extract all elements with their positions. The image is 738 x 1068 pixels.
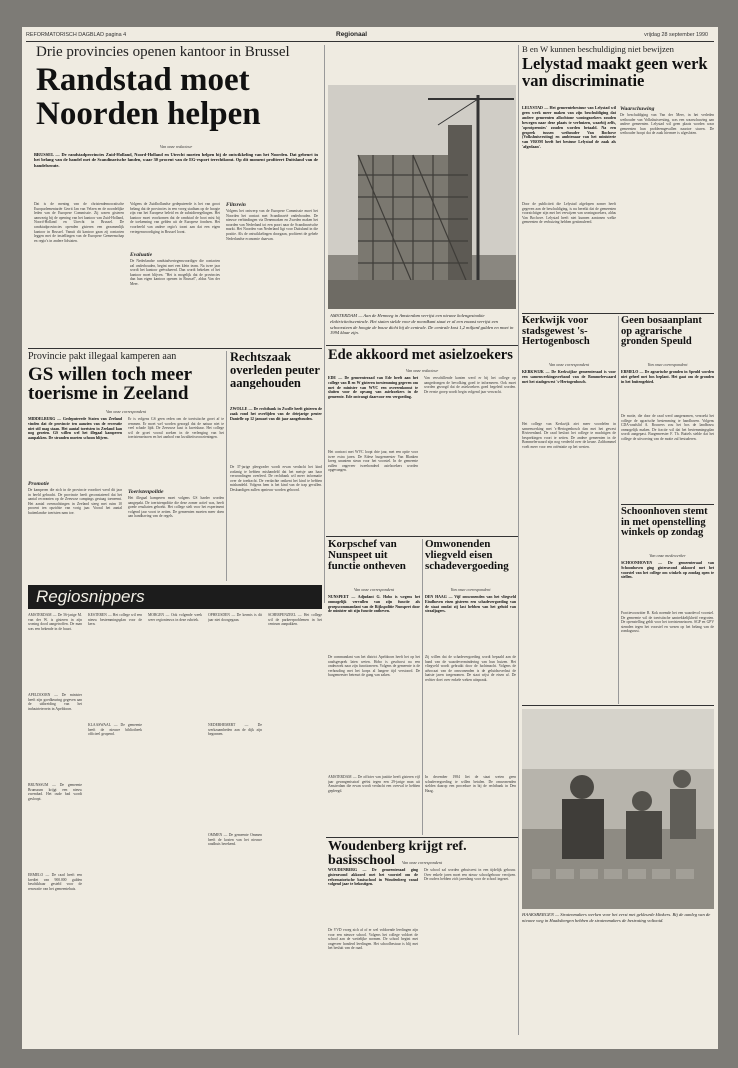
- article-column: Het college van Kerkwijk ziet meer voordelen in samenwerking met 's-Hertogenbosch dan met het gewest Rivierenland. De raad besloot het college te machtigen de besprekingen voort te zetten. De andere gemeenten in de Bommelerwaard zijn nog verdeeld over de keuze. Zaltbommel voelt meer voor een oriëntatie op het westen.: [522, 422, 616, 449]
- article-column: De kamperen die zich in de provincie voordoet werd dit jaar in beeld gebracht. De provincie heeft geconstateerd dat het aantal recreanten op de Zeeuwse campings gestaag toeneemt. Het aantal overnachtingen in Zeeland steeg met ruim 10 procent ten opzichte van vorig jaar. Vooral het aantal buitenlandse toeristen nam toe.: [28, 488, 122, 515]
- article-lead: MIDDELBURG — Gedeputeerde Staten van Zeeland vinden dat de provincie ten aanzien van de recreatie niet stil mag staan. Het aantal toeristen in Zeeland kan nog groeien. GS willen wel het illegaal kamperen aanpakken. De stranden moeten schoon blijven.: [28, 417, 122, 441]
- article-kicker: Drie provincies openen kantoor in Brussel: [36, 44, 290, 60]
- article-column: Door de publiciteit die Lelystad afgelopen zomer heeft gegeven aan de beschuldiging, is nu bereikt dat de gemeenten voorzichtiger zijn met het verwijzen van woningzoekers, aldus Van Bochove. Lelystad heeft niet kunnen aantonen welke gemeenten de verhuizing hebben gestimuleerd.: [522, 202, 616, 225]
- snippet-item: AMSTERDAM — De 56-jarige M. van der W. is gisteren in zijn woning dood aangetroffen. De man was een bekende in de buurt.: [28, 613, 82, 631]
- article-column: De Nederlandse randstadvertegenwoordiger die contacten zal onderhouden, begint met een klein team. Na twee jaar wordt het kantoor geëvalueerd. Dan wordt bekeken of het kantoor moet blijven. "Het is mogelijk dat de provincies dan hun eigen kantoor openen in Brussel", aldus Van der Meer.: [130, 259, 220, 286]
- article-column: De 37-jarige pleegvader wordt ervan verdacht het kind zodanig te hebben mishandeld dat het meisje aan haar verwondingen overleed. De rechtbank wil meer informatie over de toedracht. De verdachte ontkent het kind te hebben mishandeld. Volgens hem is het kind van de trap gevallen. Deskundigen zullen opnieuw worden gehoord.: [230, 465, 322, 492]
- article-lead: SCHOONHOVEN — De gemeenteraad van Schoonhoven ging gisteravond akkoord met het voorstel van het college om winkels op zondag open te stellen.: [621, 561, 714, 580]
- article-column: AMSTERDAM — De officier van justitie heeft gisteren vijf jaar gevangenisstraf geëist tegen een 29-jarige man uit Amsterdam die ervan wordt verdacht een overval te hebben gepleegd.: [328, 775, 420, 793]
- article-subhead: Evaluatie: [130, 252, 153, 258]
- snippet-item: BRUNSSUM — De gemeente Brunssum krijgt een nieuw zwembad. Het oude bad wordt gesloopt.: [28, 783, 82, 801]
- snippet-item: KLAASWAAL — De gemeente heeft de nieuwe bibliotheek officieel geopend.: [88, 723, 142, 737]
- snippet-item: OPHEUSDEN — De kermis is dit jaar niet doorgegaan.: [208, 613, 262, 622]
- article-column: In december 1984 liet de staat weten geen schadevergoeding te willen betalen. De omwonenden stelden daarop een procedure in bij de rechtbank in Den Haag.: [425, 775, 516, 793]
- regiosnippers-list: [28, 613, 322, 1043]
- article-column: De motie, die door de raad werd aangenomen, verzoekt het college de agrarische bestemming te handhaven. Volgens CDA-raadslid A. Bouwers zou het bos de landbouw onmogelijk maken. De fractie wil dat het bestemmingsplan wordt aangepast. Burgemeester F. Th. Buttels stelde dat het college de uitvoering van de motie zal bestuderen.: [621, 414, 714, 441]
- article-schoonhoven: [621, 507, 714, 703]
- article-column: De VVD vroeg zich af of er wel voldoende leerlingen zijn voor een nieuwe school. Volgens het college voldoet de school aan de wettelijke normen. De school begint met ongeveer honderd leerlingen. Het schoolbestuur is blij met het besluit van de raad.: [328, 928, 418, 951]
- photo-street-workers: [522, 709, 714, 909]
- article-headline: Woudenberg krijgt ref. basisschool: [328, 840, 467, 869]
- article-byline: Van onze redacteur: [405, 368, 439, 373]
- article-nunspeet: [328, 539, 420, 835]
- article-headline: Korpschef van Nunspeet uit functie ontheven: [328, 539, 406, 573]
- article-headline: Schoonhoven stemt in met openstelling winkels op zondag: [621, 507, 708, 539]
- article-lead: EDE — De gemeenteraad van Ede heeft aan het college van B en W gisteren toestemming gegeven om met de minister van WVC een overeenkomst te sluiten voor de opvang van asielzoekers in de gemeente. Ede ontvangt daarvoor een vergoeding.: [328, 376, 418, 400]
- snippet-item: KESTEREN — Het college wil een nieuw bestemmingsplan voor de kern.: [88, 613, 142, 627]
- article-headline: Geen bosaanplant op agrarische gronden Speuld: [621, 316, 702, 348]
- regiosnippers-banner: [28, 585, 322, 609]
- article-headline: Omwonenden vliegveld eisen schadevergoeding: [425, 539, 509, 573]
- article-zeeland: [28, 351, 224, 581]
- article-woudenberg: [328, 840, 516, 1036]
- article-byline: Van onze medewerker: [649, 553, 686, 558]
- article-column: Zij willen dat de schadevergoeding wordt bepaald aan de hand van de waardevermindering van hun huizen. Het vliegveld wordt gebruikt door de luchtmacht. Volgens de advocaat van de omwonenden is de geluidsoverlast de laatste jaren toegenomen. De staat wijst de eisen af. De rechter doet over enkele weken uitspraak.: [425, 655, 516, 682]
- article-byline: Van onze correspondent: [105, 409, 147, 414]
- masthead: [26, 31, 716, 41]
- article-lead: KERKWIJK — De Kerkwijkse gemeenteraad is voor een samenwerkingsverband van de Bommelerwaard met het stadsgewest 's-Hertogenbosch.: [522, 370, 616, 384]
- article-ede: [328, 348, 516, 534]
- article-column: Fractievoorzitter B. Kok noemde het een waardevol voorstel. De gemeente wil de toeristische aantrekkelijkheid vergroten. De openstelling geldt voor het toeristenseizoen. SGP en GPV stemden tegen het voorstel en wezen op het belang van de zondagsrust.: [621, 611, 714, 634]
- article-kicker: Provincie pakt illegaal kamperen aan: [28, 351, 177, 362]
- article-headline: Rechtszaak overleden peuter aangehouden: [230, 351, 320, 390]
- article-rechtszaak: [230, 351, 322, 581]
- article-subhead: Promotie: [28, 481, 50, 487]
- article-lead: ZWOLLE — De rechtbank in Zwolle heeft gisteren de zaak rond het overlijden van de driejarige peuter Danielle op 12 januari van dit jaar aangehouden.: [230, 407, 322, 421]
- article-column: Dat is de mening van de christendemocratische Europarlementariër Gerrit Jan van Velzen en de noordelijke leden van de Europese Commissie. Zij waren gisteren aanwezig bij de opening van het kantoor van Zuid-Holland, Noord-Holland en Utrecht in Brussel. De randstadprovincies openden gisteren een gezamenlijk kantoor in Brussel. Vanuit dit kantoor gaan zij contacten leggen met de instellingen van de Europese Gemeenschap en regio's in andere lidstaten.: [34, 202, 124, 243]
- article-headline: Kerkwijk voor stadsgewest 's-Hertogenbosch: [522, 316, 590, 348]
- article-lead: DEN HAAG — Vijf omwonenden van het vliegveld Eindhoven eisen gisteren een schadevergoeding van de staat omdat zij last hebben van het geluid van straaljagers.: [425, 595, 516, 614]
- article-byline: Van onze correspondent: [548, 362, 590, 367]
- article-column: Volgens het ontwerp van de Europese Commissie moet het Noorden het contact met Scandinavië onderhouden. De nieuwe verbindingen via Denemarken en Zweden maken het noorden van Nederland tot een poort naar de Scandinavische markt. Het Noorden van Nederland ligt voor Duitsland in die positie. Als de ontwikkelingen doorgaan, profiteert de gehele Nederlandse economie daarvan.: [226, 209, 318, 241]
- snippet-item: APELDOORN — De minister heeft zijn goedkeuring gegeven aan de uitbreiding van het industrieterrein in Apeldoorn.: [28, 693, 82, 711]
- article-headline: GS willen toch meer toerisme in Zeeland: [28, 365, 192, 404]
- article-randstad: [28, 44, 324, 346]
- article-column: De beschuldiging van Van der Meer, in het verleden wethouder van Volkshuisvesting, was een waarschuwing aan andere gemeenten. Lelystad wil geen plaats worden waar gemeenten hun probleemgevallen naartoe sturen. De wethouder hoopt dat de zaak hiermee is afgesloten.: [620, 113, 714, 136]
- construction-image: [328, 85, 516, 309]
- article-kerkwijk: [522, 316, 616, 701]
- article-lead: NUNSPEET — Adjudant G. Hobo is wegens het onmogelijk vervullen van zijn functie als groepscommandant van de Rijkspolitie Nunspeet door de minister uit zijn functie ontheven.: [328, 595, 420, 614]
- article-column: Van verschillende kanten werd er bij het college op aangedrongen de bevolking goed te informeren. Ook moet worden gezorgd dat de asielzoekers goed begeleid worden. De eerste groep wordt begin volgend jaar verwacht.: [424, 376, 516, 394]
- article-byline: Van onze redacteur: [159, 144, 193, 149]
- article-lead: BRUSSEL — De randstadprovincies Zuid-Holland, Noord-Holland en Utrecht moeten helpen bij de ontwikkeling van het Noorden. Dat gebeurt in het belang van de handel met de Scandinavische landen, waar 30 procent van de EG-export terechtkomt. Op dit moment profiteert Duitsland van de handelsroute.: [34, 152, 318, 168]
- article-kicker: B en W kunnen beschuldiging niet bewijzen: [522, 44, 674, 54]
- regiosnippers-title: Regiosnippers: [36, 587, 145, 606]
- article-byline: Van onze correspondent: [353, 587, 395, 592]
- article-byline: Van onze correspondent: [401, 860, 443, 865]
- article-headline: Randstad moet Noorden helpen: [36, 64, 261, 132]
- article-column: De school zal worden gehuisvest in een tijdelijk gebouw. Over enkele jaren moet een nieuw schoolgebouw verrijzen. De ouders hebben zich jarenlang voor de school ingezet.: [424, 868, 516, 882]
- article-lead: WOUDENBERG — De gemeenteraad ging gisteravond akkoord met het voorstel om de reformatorische basisschool in Woudenberg vanaf volgend jaar te bekostigen.: [328, 868, 418, 887]
- photo-power-plant: [328, 85, 516, 309]
- newspaper-page: [22, 27, 718, 1049]
- masthead-rule: [26, 41, 714, 42]
- snippet-item: SCHERPENZEEL — Het college wil de parkeerproblemen in het centrum aanpakken.: [268, 613, 322, 627]
- masthead-date: vrijdag 28 september 1990: [644, 32, 708, 38]
- masthead-paper: REFORMATORISCH DAGBLAD pagina 4: [26, 32, 127, 38]
- photo-caption: HAAKSBERGEN — Stratenmakers werken voor het eerst met gekleurde klinkers. Bij de aanleg van de nieuwe weg in Haaksbergen hebben de stratenmakers de bestrating voltooid.: [522, 912, 711, 923]
- article-byline: Van onze correspondent: [647, 362, 688, 367]
- article-column: De commandant van het district Apeldoorn heeft het op het raadsgesprek laten weten. Hobo is geschorst na een onderzoek naar zijn functioneren. Volgens de gemeente is de verhouding met het korps al langere tijd verstoord. De burgemeester betreurt de gang van zaken.: [328, 655, 420, 678]
- article-subhead: Toeristenpolitie: [128, 489, 164, 495]
- article-byline: Van onze correspondent: [450, 587, 491, 592]
- snippet-item: ERMELO — De raad heeft een krediet van 900.000 gulden beschikbaar gesteld voor de renovatie van het gemeentehuis.: [28, 873, 82, 891]
- article-subhead: Waarschuwing: [620, 106, 655, 112]
- article-headline: Ede akkoord met asielzoekers: [328, 348, 513, 363]
- snippet-item: NEDERHEMERT — De werkzaamheden aan de dijk zijn begonnen.: [208, 723, 262, 737]
- article-lelystad: [522, 44, 714, 310]
- photo-caption: AMSTERDAM — Aan de Hemweg in Amsterdam verrijst een nieuwe kolengestookte elektriciteitscentrale. Het staten stelde voor de noordkant staat er al een enaast verrijst een schoorsteen de hoogte de bouw dicht bij de centrale. De centrale kost 1,2 miljard gulden en moet in 1994 klaar zijn.: [330, 313, 514, 336]
- article-column: Het contract met WVC loopt drie jaar, met een optie voor twee extra jaren. De Edese burgemeester Van Blanken kreeg unaniem steun voor het voorstel. In de gemeente zullen ongeveer tweehonderd asielzoekers worden opgevangen.: [328, 450, 418, 473]
- snippet-item: MORGEN — Ook volgende week weer regionieuws in deze rubriek.: [148, 613, 202, 622]
- article-lead: LELYSTAD — Het gemeentebestuur van Lelystad wil geen werk meer maken van zijn beschuldiging dat andere gemeenten allochtone woningzoekers zouden bewegen naar deze plaats te verhuizen, waarbij zelfs, 'oprotpremies' zouden worden betaald. Na een gesprek tussen wethouder Van Bochove (Volkshuisvesting) en ambtenaar van het ministerie van VROM heeft het bestuur Lelystad de zaak als 'afgedaan'.: [522, 106, 616, 150]
- masthead-section: Regionaal: [336, 31, 368, 38]
- article-column: Het illegaal kamperen moet volgens GS harder worden aangepakt. De toeristenpolitie die deze zomer actief was, heeft goede resultaten geboekt. Het college stelt voor het experiment volgend jaar voort te zetten. De gemeenten moeten meer doen aan handhaving van de regels.: [128, 496, 224, 519]
- article-column: Er is volgens GS geen reden om de toeristische groei af te remmen. Er moet wel worden gezorgd dat de natuur niet te veel schade lijdt. De Zeeuwse kust is kwetsbaar. Het college wil de groei vooral zoeken in de verlenging van het toeristenseizoen en het aanbod van kwaliteitsvoorzieningen.: [128, 417, 224, 440]
- snippet-item: OMMEN — De gemeente Ommen heeft de kosten van het nieuwe raadhuis berekend.: [208, 833, 262, 847]
- article-speuld: [621, 316, 714, 501]
- article-lead: ERMELO — De agrarische gronden in Speuld worden niet geheel met bos beplant. Het gaat om de gronden in het buitengebied.: [621, 370, 714, 384]
- workers-image: [522, 709, 714, 909]
- article-column: Volgens de Zuidhollandse gedeputeerde is het van groot belang dat de provincies in een vroeg stadium op de hoogte zijn van het Europese beleid en de subsidieregelingen. Het kantoor moet voorkomen dat de randstad de boot mist bij de toekenning van gelden uit de Europese fondsen. Het voorbeeld van andere regio's toont aan dat een eigen vertegenwoordiging in Brussel loont.: [130, 202, 220, 234]
- article-headline: Lelystad maakt geen werk van discriminatie: [522, 56, 708, 90]
- article-subhead: Flitsrein: [226, 202, 246, 208]
- article-omwonenden: [425, 539, 516, 835]
